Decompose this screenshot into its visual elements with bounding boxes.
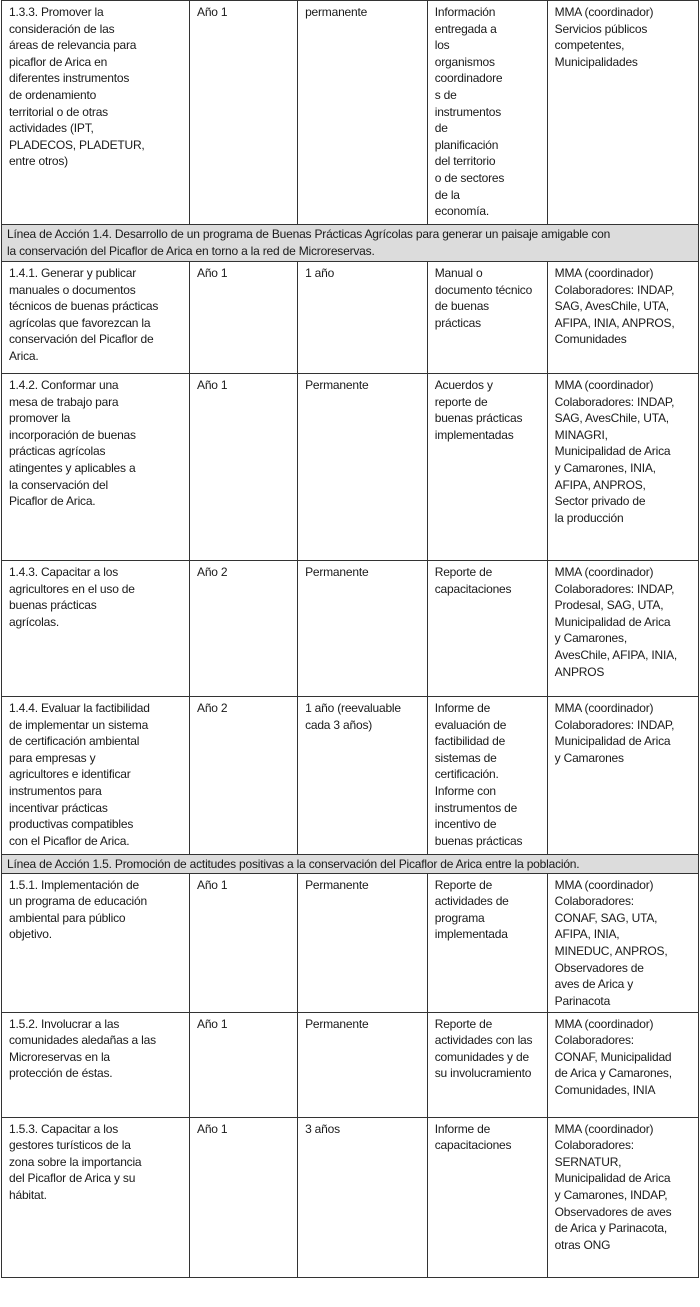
table-row [2, 1117, 699, 1277]
duration-cell: permanente [298, 1, 428, 225]
start-cell: Año 1 [190, 374, 298, 561]
action-cell: 1.5.3. Capacitar a los gestores turísticos de la zona sobre la importancia del Picaflor de Arica y su hábitat. [2, 1117, 190, 1277]
start-cell: Año 1 [190, 1117, 298, 1277]
indicator-cell: Informe de evaluación de factibilidad de sistemas de certificación. Informe con instrumentos de incentivo de buenas prácticas [427, 697, 547, 855]
responsible-cell: MMA (coordinador) Servicios públicos competentes, Municipalidades [547, 1, 698, 225]
start-cell: Año 2 [190, 697, 298, 855]
indicator-cell: Reporte de actividades de programa implementada [427, 873, 547, 1012]
indicator-cell: Reporte de actividades con las comunidades y de su involucramiento [427, 1012, 547, 1117]
duration-cell: 1 año (reevaluable cada 3 años) [298, 697, 428, 855]
action-cell: 1.5.1. Implementación de un programa de educación ambiental para público objetivo. [2, 873, 190, 1012]
responsible-cell: MMA (coordinador) Colaboradores: INDAP, Prodesal, SAG, UTA, Municipalidad de Arica y Camarones, AvesChile, AFIPA, INIA, ANPROS [547, 561, 698, 697]
indicator-cell: Reporte de capacitaciones [427, 561, 547, 697]
table-row [2, 873, 699, 1012]
start-cell: Año 1 [190, 1, 298, 225]
indicator-cell: Información entregada a los organismos coordinadore s de instrumentos de planificación del territorio o de sectores de la economía. [427, 1, 547, 225]
start-cell: Año 1 [190, 262, 298, 374]
responsible-cell: MMA (coordinador) Colaboradores: SERNATUR, Municipalidad de Arica y Camarones, INDAP, Observadores de aves de Arica y Parinacota, otras ONG [547, 1117, 698, 1277]
indicator-cell: Informe de capacitaciones [427, 1117, 547, 1277]
duration-cell: 1 año [298, 262, 428, 374]
table-row [2, 1012, 699, 1117]
duration-cell: Permanente [298, 1012, 428, 1117]
action-cell: 1.5.2. Involucrar a las comunidades aledañas a las Microreservas en la protección de éstas. [2, 1012, 190, 1117]
action-cell: 1.3.3. Promover la consideración de las áreas de relevancia para picaflor de Arica en diferentes instrumentos de ordenamiento territorial o de otras actividades (IPT, PLADECOS, PLADETUR, entre otros) [2, 1, 190, 225]
action-cell: 1.4.2. Conformar una mesa de trabajo para promover la incorporación de buenas prácticas agrícolas atingentes y aplicables a la conservación del Picaflor de Arica. [2, 374, 190, 561]
action-line-title: Línea de Acción 1.5. Promoción de actitudes positivas a la conservación del Picaflor de Arica entre la población. [2, 855, 699, 874]
duration-cell: Permanente [298, 374, 428, 561]
table-row [2, 1, 699, 225]
action-line-header [2, 855, 699, 874]
action-plan-table [1, 0, 699, 1278]
responsible-cell: MMA (coordinador) Colaboradores: INDAP, SAG, AvesChile, UTA, AFIPA, INIA, ANPROS, Comunidades [547, 262, 698, 374]
duration-cell: Permanente [298, 561, 428, 697]
duration-cell: 3 años [298, 1117, 428, 1277]
table-row [2, 561, 699, 697]
table-row [2, 374, 699, 561]
indicator-cell: Acuerdos y reporte de buenas prácticas implementadas [427, 374, 547, 561]
responsible-cell: MMA (coordinador) Colaboradores: CONAF, Municipalidad de Arica y Camarones, Comunidades, INIA [547, 1012, 698, 1117]
action-cell: 1.4.4. Evaluar la factibilidad de implementar un sistema de certificación ambiental para empresas y agricultores e identificar instrumentos para incentivar prácticas productivas compatibles con el Picaflor de Arica. [2, 697, 190, 855]
action-line-header [2, 225, 699, 262]
action-cell: 1.4.1. Generar y publicar manuales o documentos técnicos de buenas prácticas agrícolas que favorezcan la conservación del Picaflor de Arica. [2, 262, 190, 374]
duration-cell: Permanente [298, 873, 428, 1012]
start-cell: Año 2 [190, 561, 298, 697]
action-cell: 1.4.3. Capacitar a los agricultores en el uso de buenas prácticas agrícolas. [2, 561, 190, 697]
responsible-cell: MMA (coordinador) Colaboradores: CONAF, SAG, UTA, AFIPA, INIA, MINEDUC, ANPROS, Observadores de aves de Arica y Parinacota [547, 873, 698, 1012]
responsible-cell: MMA (coordinador) Colaboradores: INDAP, Municipalidad de Arica y Camarones [547, 697, 698, 855]
responsible-cell: MMA (coordinador) Colaboradores: INDAP, SAG, AvesChile, UTA, MINAGRI, Municipalidad de Arica y Camarones, INIA, AFIPA, ANPROS, Sector privado de la producción [547, 374, 698, 561]
table-row [2, 697, 699, 855]
action-line-title: Línea de Acción 1.4. Desarrollo de un programa de Buenas Prácticas Agrícolas para generar un paisaje amigable con la conservación del Picaflor de Arica en torno a la red de Microreservas. [2, 225, 699, 262]
start-cell: Año 1 [190, 1012, 298, 1117]
start-cell: Año 1 [190, 873, 298, 1012]
indicator-cell: Manual o documento técnico de buenas prácticas [427, 262, 547, 374]
table-row [2, 262, 699, 374]
